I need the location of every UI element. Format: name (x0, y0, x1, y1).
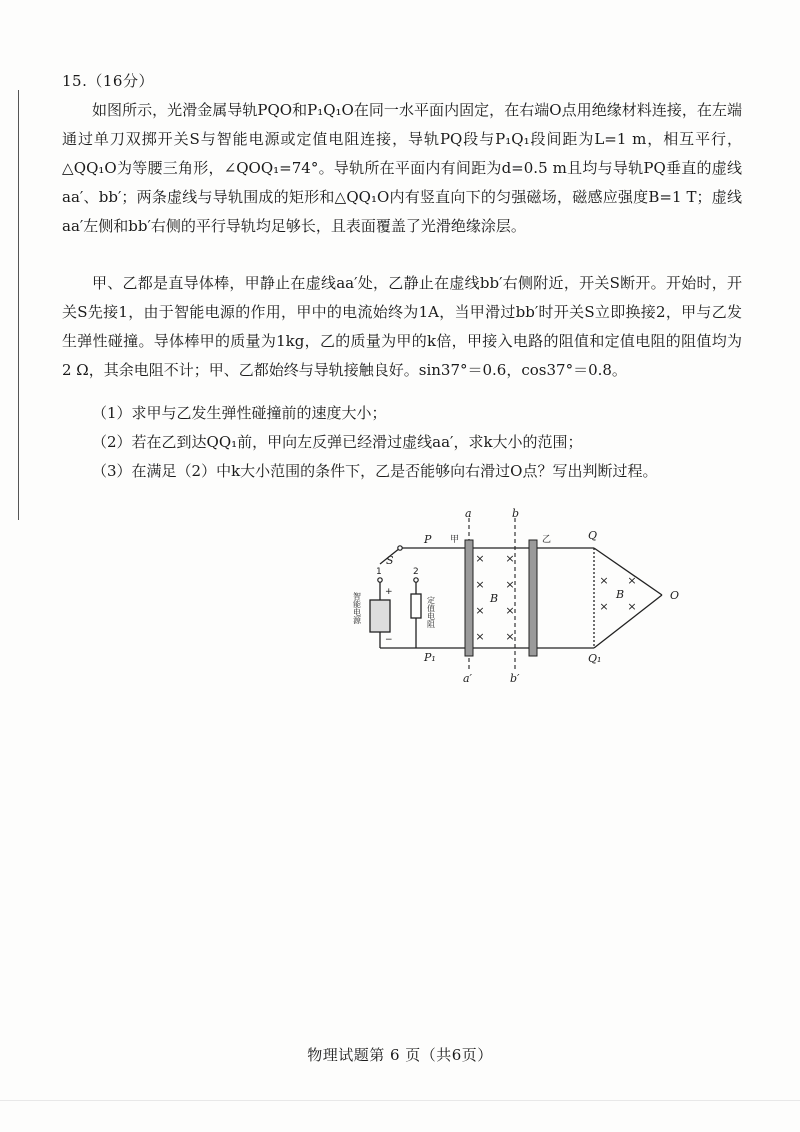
resistor-symbol (411, 594, 421, 618)
label-p: P (424, 533, 432, 546)
label-b-prime: b′ (510, 672, 520, 685)
label-yi: 乙 (542, 535, 552, 545)
problem-paragraph-1: 如图所示，光滑金属导轨PQO和P₁Q₁O在同一水平面内固定，在右端O点用绝缘材料连接，在左端通过单刀双掷开关S与智能电源或定值电阻连接，导轨PQ段与P₁Q₁段间距为L=1 m，相互平行，△QQ₁O为等腰三角形，∠QOQ₁=74°。导轨所在平面内有间距为d=0.5 m且均与导轨PQ垂直的虚线aa′、bb′；两条虚线与导轨围成的矩形和△QQ₁O内有竖直向下的匀强磁场，磁感应强度B=1 T；虚线aa′左侧和bb′右侧的平行导轨均足够长，且表面覆盖了光滑绝缘涂层。 (62, 101, 742, 235)
rod-jia (465, 540, 473, 656)
switch-contact-1 (378, 578, 382, 582)
switch-contact-2 (414, 578, 418, 582)
field-cross: × (475, 630, 485, 643)
source-symbol (370, 600, 390, 632)
problem-paragraph-2: 甲、乙都是直导体棒，甲静止在虚线aa′处，乙静止在虚线bb′右侧附近，开关S断开。开始时，开关S先接1，由于智能电源的作用，甲中的电流始终为1A，当甲滑过bb′时开关S立即换接2，甲与乙发生弹性碰撞。导体棒甲的质量为1kg，乙的质量为甲的k倍，甲接入电路的阻值和定值电阻的阻值均为 2 Ω，其余电阻不计；甲、乙都始终与导轨接触良好。sin37°＝0.6，cos37°＝0.8。 (62, 274, 742, 379)
label-jia: 甲 (450, 535, 460, 545)
question-3: （3）在满足（2）中k大小范围的条件下，乙是否能够向右滑过O点？写出判断过程。 (92, 462, 658, 480)
rail-triangle-top (594, 548, 662, 595)
field-cross: × (627, 600, 637, 613)
bottom-rule (0, 1100, 800, 1101)
label-pos-2: 2 (413, 567, 419, 577)
label-pos-1: 1 (376, 567, 382, 577)
field-cross: × (599, 574, 609, 587)
label-o: O (670, 589, 680, 602)
label-a-prime: a′ (463, 672, 473, 685)
label-b-rect: B (490, 592, 499, 605)
field-cross: × (627, 574, 637, 587)
field-cross: × (505, 630, 515, 643)
label-plus: + (385, 587, 393, 597)
field-cross: × (599, 600, 609, 613)
field-cross: × (475, 604, 485, 617)
label-minus: − (385, 635, 393, 645)
question-1: （1）求甲与乙发生弹性碰撞前的速度大小； (92, 404, 387, 422)
label-s: S (386, 554, 394, 567)
field-cross: × (505, 552, 515, 565)
field-cross: × (475, 578, 485, 591)
problem-number: 15.（16分） (62, 72, 154, 90)
label-a: a (465, 507, 472, 520)
field-cross: × (505, 604, 515, 617)
switch-pivot (398, 546, 402, 550)
rod-yi (529, 540, 537, 656)
label-source: 智能电源 (352, 592, 362, 624)
circuit-diagram (350, 506, 690, 686)
field-cross: × (505, 578, 515, 591)
label-resistor: 定值电阻 (426, 596, 436, 628)
question-2: （2）若在乙到达QQ₁前，甲向左反弹已经滑过虚线aa′，求k大小的范围； (92, 433, 583, 451)
margin-line (18, 90, 19, 520)
page-footer: 物理试题第 6 页（共6页） (307, 1046, 493, 1064)
label-b-tri: B (616, 588, 625, 601)
label-q: Q (588, 529, 598, 542)
field-cross: × (475, 552, 485, 565)
label-p1: P₁ (424, 651, 436, 664)
label-b: b (512, 507, 520, 520)
label-q1: Q₁ (588, 652, 602, 665)
